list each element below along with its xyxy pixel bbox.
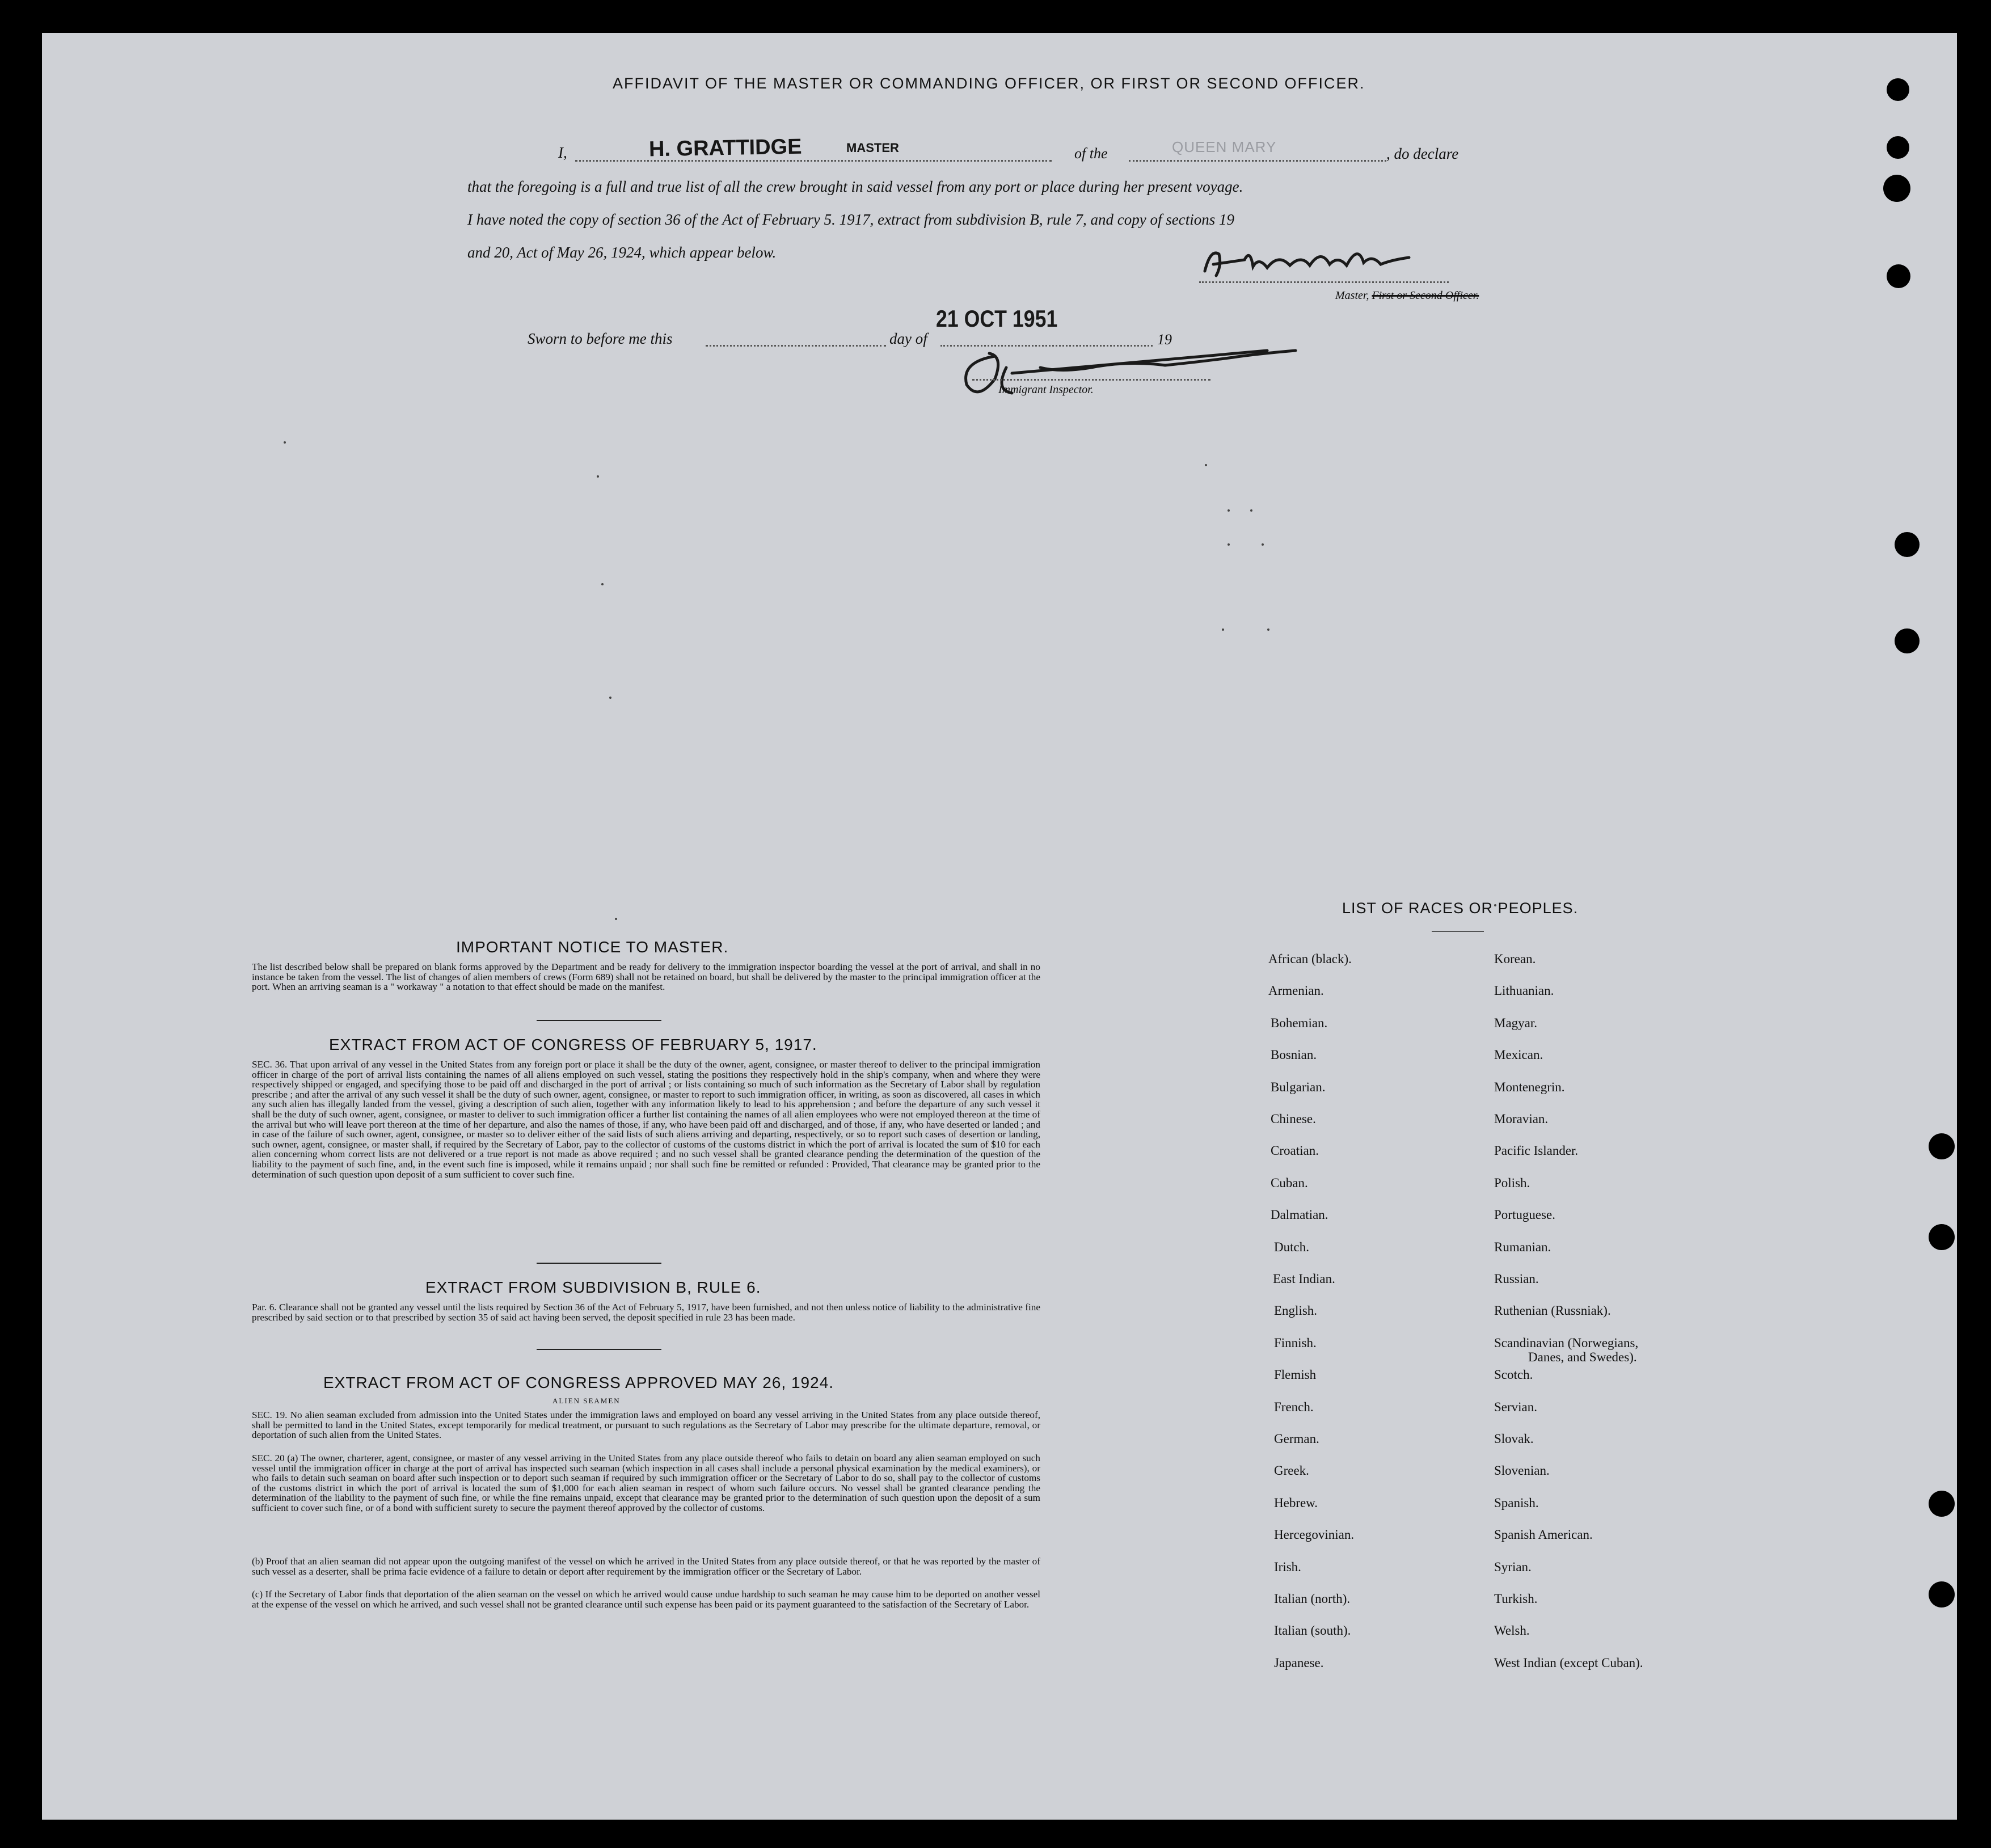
- punch-hole: [1929, 1133, 1955, 1159]
- race-left-item: African (black).: [1268, 952, 1352, 966]
- speck: [1227, 543, 1230, 546]
- notice-body: The list described below shall be prepared on blank forms approved by the Department and be ready for delivery to the immigration inspector boarding the vessel at the port of arrival, and shall in no instance be taken from the vessel. The list of changes of alien members of crews (Form 689) shall not be retained on board, but shall be delivered by the master to the principal immigration officer at the port. When an arriving seaman is a " workaway " a notation to that effect should be made on the manifest.: [252, 961, 1040, 993]
- race-left-item: Italian (south).: [1274, 1623, 1351, 1638]
- race-right-item: Magyar.: [1494, 1015, 1538, 1030]
- race-right-item: Mexican.: [1494, 1048, 1543, 1062]
- signature-caption: [1335, 289, 1479, 302]
- vessel-name-underline: [1129, 160, 1386, 162]
- day-of-label: day of: [889, 330, 927, 347]
- race-right-item: Spanish.: [1494, 1495, 1539, 1510]
- sworn-label: Sworn to before me this: [528, 330, 673, 347]
- document-page: [42, 33, 1957, 1820]
- extract-1924-sec20c: (c) If the Secretary of Labor finds that deportation of the alien seaman on the vessel on which he arrived would cause undue hardship to such seaman he may cause him to be deported on another vessel at the expense of the vessel on which he arrived, and such vessel shall not be granted clearance until such expense has been paid or its payment guaranteed to the satisfaction of the Secretary of Labor.: [252, 1589, 1040, 1610]
- extract-1917-body: SEC. 36. That upon arrival of any vessel in the United States from any foreign port or place it shall be the duty of the owner, agent, consignee, or master thereof to deliver to the principal immigration officer in charge of the port of arrival lists containing the names of all aliens employed on such vessel, stating the positions they respectively hold in the ship's company, when and where they were respectively shipped or engaged, and specifying those to be paid off and discharged in the port of arrival ; or lists containing so much of such information as the Secretary of Labor shall by regulation prescribe ; and after the arrival of any such vessel it shall be the duty of such owner, agent, consignee, or master to report to such immigration officer, in writing, as soon as discovered, all cases in which any such alien has illegally landed from the vessel, giving a description of such alien, together with any information likely to lead to his apprehension ; and before the departure of any such vessel it shall be the duty of such owner, agent, consignee, or master to deliver to such immigration officer a further list containing the names of all alien employees who were not employed thereon at the time of the arrival but who will leave port thereon at the time of her departure, and also the names of those, if any, who have been paid off and discharged, and of those, if any, who have deserted or landed ; and in case of the failure of such owner, agent, consignee, or master so to deliver either of the said lists of such aliens arriving and departing, respectively, or so to report such cases of desertion or landing, such owner, agent, consignee, or master shall, if required by the Secretary of Labor, pay to the collector of customs of the customs district in which the port of arrival is located the sum of $10 for each alien concerning whom correct lists are not delivered or a true report is not made as above required ; and no such vessel shall be granted clearance pending the determination of the question of the liability to the payment of such fine, and, in the event such fine is imposed, while it remains unpaid ; nor shall such fine be remitted or refunded : Provided, That clearance may be granted prior to the determination of such question upon deposit of a sum sufficient to cover such fine.: [252, 1059, 1040, 1180]
- race-left-item: Dalmatian.: [1271, 1208, 1328, 1222]
- race-left-item: French.: [1274, 1399, 1314, 1414]
- divider: [537, 1349, 661, 1350]
- race-left-item: German.: [1274, 1432, 1319, 1446]
- race-right-item: Pacific Islander.: [1494, 1144, 1579, 1158]
- affidavit-line-3: I have noted the copy of section 36 of the Act of February 5. 1917, extract from subdivision B, rule 7, and copy of sections 19: [467, 211, 1234, 228]
- races-title: LIST OF RACES OR PEOPLES.: [1342, 900, 1579, 917]
- race-left-item: Dutch.: [1274, 1239, 1309, 1254]
- divider: [537, 1020, 661, 1021]
- speck: [601, 583, 604, 585]
- vessel-name: QUEEN MARY: [1172, 138, 1277, 155]
- divider: [1432, 931, 1484, 932]
- divider: [537, 1263, 661, 1264]
- race-left-item: Greek.: [1274, 1463, 1309, 1478]
- race-right-item: Syrian.: [1494, 1559, 1532, 1574]
- race-left-item: Bosnian.: [1271, 1048, 1317, 1062]
- race-right-item: Lithuanian.: [1494, 984, 1554, 998]
- race-left-item: Flemish: [1274, 1368, 1317, 1382]
- speck: [597, 475, 599, 478]
- master-name-underline: [575, 160, 1052, 162]
- of-the-label: of the: [1074, 145, 1108, 162]
- punch-hole: [1929, 1224, 1955, 1250]
- extract-1924-subtitle: ALIEN SEAMEN: [552, 1396, 621, 1405]
- race-left-item: Hercegovinian.: [1274, 1528, 1355, 1542]
- affidavit-line-2: that the foregoing is a full and true list of all the crew brought in said vessel from any port or place during her present voyage.: [467, 178, 1243, 195]
- notice-title: IMPORTANT NOTICE TO MASTER.: [456, 938, 729, 956]
- race-scandinavian-continued: Danes, and Swedes).: [1528, 1350, 1637, 1364]
- race-left-item: Japanese.: [1274, 1655, 1324, 1670]
- race-left-item: Cuban.: [1271, 1175, 1308, 1190]
- extract-1924-sec19: SEC. 19. No alien seaman excluded from admission into the United States under the immigration laws and employed on board any vessel arriving in the United States from any place outside thereof, shall be permitted to land in the United States, except temporarily for medical treatment, or pursuant to such regulations as the Secretary of Labor may prescribe for the ultimate departure, removal, or deportation of such alien from the United States.: [252, 1410, 1040, 1441]
- race-right-item: West Indian (except Cuban).: [1494, 1655, 1643, 1670]
- speck: [1267, 628, 1269, 631]
- race-left-item: Armenian.: [1268, 984, 1324, 998]
- race-left-item: Finnish.: [1274, 1335, 1317, 1350]
- race-right-item: Slovak.: [1494, 1432, 1534, 1446]
- speck: [284, 441, 286, 444]
- inspector-caption: Immigrant Inspector.: [998, 383, 1094, 396]
- signature-caption-master: Master,: [1335, 289, 1369, 302]
- punch-hole: [1887, 264, 1910, 288]
- punch-hole: [1895, 628, 1920, 653]
- rule6-body: Par. 6. Clearance shall not be granted any vessel until the lists required by Section 36 of the Act of February 5, 1917, have been furnished, and not then unless notice of liability to the administrative fine prescribed by said section or to that prescribed by section 35 of said act having been served, the deposit specified in rule 23 has been made.: [252, 1302, 1040, 1323]
- extract-1924-sec20a: SEC. 20 (a) The owner, charterer, agent, consignee, or master of any vessel arriving in the United States from any place outside thereof who fails to detain on board any alien seaman employed on such vessel until the immigration officer in charge at the port of arrival has inspected such seaman (which inspection in all cases shall include a personal physical examination by the medical examiners), or who fails to detain such seaman on board after such inspection or to deport such seaman if required by such immigration officer or the Secretary of Labor to do so, shall pay to the collector of customs of the customs district in which the port of arrival is located the sum of $1,000 for each alien seaman in respect of whom such failure occurs. No vessel shall be granted clearance pending the determination of the liability to the payment of such fine, or while the fine remains unpaid, except that clearance may be granted prior to the determination of such question upon the deposit of a sum sufficient to cover such fine, or of a bond with sufficient surety to secure the payment thereof approved by the collector of customs.: [252, 1453, 1040, 1513]
- inspector-underline: [972, 379, 1210, 381]
- race-right-item: Korean.: [1494, 952, 1536, 966]
- extract-1924-sec20b: (b) Proof that an alien seaman did not appear upon the outgoing manifest of the vessel on which he arrived in the United States from any place outside thereof, or that he was reported by the master of such vessel as a deserter, shall be prima facie evidence of a failure to detain or deport after requirement by the immigration officer or the Secretary of Labor.: [252, 1556, 1040, 1577]
- year-prefix: 19: [1157, 331, 1172, 348]
- punch-hole: [1929, 1491, 1955, 1517]
- punch-hole: [1883, 175, 1910, 202]
- race-left-item: Bulgarian.: [1271, 1079, 1326, 1094]
- race-right-item: Servian.: [1494, 1399, 1538, 1414]
- race-right-item: Polish.: [1494, 1175, 1530, 1190]
- race-right-item: Welsh.: [1494, 1623, 1530, 1638]
- punch-hole: [1929, 1581, 1955, 1607]
- race-left-item: Irish.: [1274, 1559, 1301, 1574]
- race-left-item: East Indian.: [1273, 1272, 1335, 1286]
- master-rank: MASTER: [846, 141, 899, 155]
- extract-1924-title: EXTRACT FROM ACT OF CONGRESS APPROVED MAY 26, 1924.: [323, 1374, 834, 1391]
- speck: [1205, 464, 1207, 466]
- speck: [615, 918, 617, 920]
- race-right-item: Spanish American.: [1494, 1528, 1593, 1542]
- race-left-item: Hebrew.: [1274, 1495, 1318, 1510]
- punch-hole: [1887, 78, 1909, 101]
- race-right-item: Ruthenian (Russniak).: [1494, 1303, 1611, 1318]
- race-right-item: Scandinavian (Norwegians,: [1494, 1335, 1639, 1350]
- race-right-item: Turkish.: [1494, 1592, 1538, 1606]
- race-left-item: English.: [1274, 1303, 1318, 1318]
- speck: [609, 697, 611, 699]
- race-right-item: Scotch.: [1494, 1368, 1533, 1382]
- extract-1917-title: EXTRACT FROM ACT OF CONGRESS OF FEBRUARY 5, 1917.: [329, 1036, 817, 1053]
- signature-caption-struck: First or Second Officer.: [1372, 289, 1479, 302]
- affidavit-i-prefix: I,: [558, 144, 567, 161]
- punch-hole: [1895, 532, 1920, 557]
- affidavit-title: AFFIDAVIT OF THE MASTER OR COMMANDING OFFICER, OR FIRST OR SECOND OFFICER.: [613, 75, 1365, 92]
- speck: [1222, 628, 1224, 631]
- race-left-item: Croatian.: [1271, 1144, 1319, 1158]
- do-declare-label: , do declare: [1386, 145, 1459, 162]
- race-right-item: Montenegrin.: [1494, 1079, 1565, 1094]
- punch-hole: [1887, 136, 1909, 159]
- race-right-item: Moravian.: [1494, 1112, 1549, 1126]
- race-left-item: Italian (north).: [1274, 1592, 1351, 1606]
- affidavit-line-4: and 20, Act of May 26, 1924, which appear below.: [467, 244, 777, 261]
- date-stamp: 21 OCT 1951: [936, 305, 1058, 332]
- race-right-item: Portuguese.: [1494, 1208, 1555, 1222]
- race-right-item: Slovenian.: [1494, 1463, 1550, 1478]
- race-left-item: Bohemian.: [1271, 1015, 1328, 1030]
- race-right-item: Russian.: [1494, 1272, 1539, 1286]
- master-name: H. GRATTIDGE: [648, 134, 802, 162]
- inspector-signature: [927, 334, 1313, 407]
- sworn-day-underline: [706, 345, 886, 347]
- speck: [1250, 509, 1252, 512]
- speck: [1227, 509, 1230, 512]
- race-right-item: Rumanian.: [1494, 1239, 1551, 1254]
- master-signature-underline: [1199, 281, 1449, 283]
- rule6-title: EXTRACT FROM SUBDIVISION B, RULE 6.: [425, 1279, 761, 1296]
- race-left-item: Chinese.: [1271, 1112, 1316, 1126]
- speck: [1262, 543, 1264, 546]
